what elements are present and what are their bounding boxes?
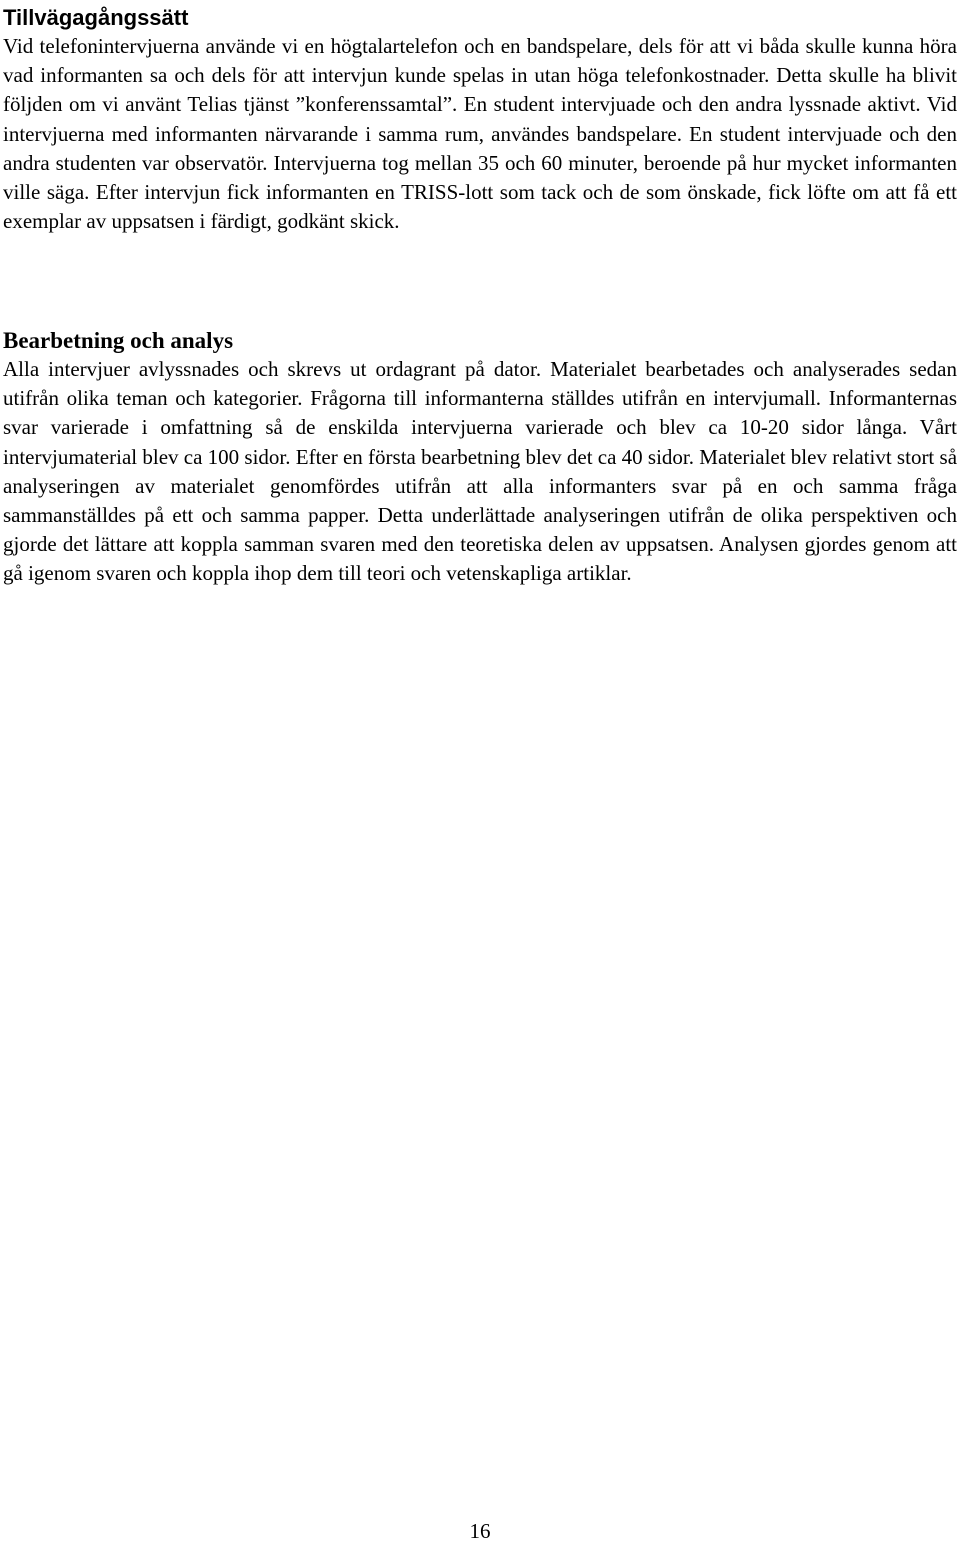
section-body: Vid telefonintervjuerna använde vi en högtalartelefon och en bandspelare, dels för att vi båda skulle kunna höra vad informanten sa och dels för att intervjun kunde spelas in utan höga telefonkostnader. Detta skulle ha blivit följden om vi använt Telias tjänst ”konferenssamtal”. En student intervjuade och den andra lyssnade aktivt. Vid intervjuerna med informanten närvarande i samma rum, användes bandspelare. En student intervjuade och den andra studenten var observatör. Intervjuerna tog mellan 35 och 60 minuter, beroende på hur mycket informanten ville säga. Efter intervjun fick informanten en TRISS-lott som tack och de som önskade, fick löfte om att få ett exemplar av uppsatsen i färdigt, godkänt skick. (3, 34, 957, 234)
section-tillvagagangssatt (3, 3, 957, 236)
section-bearbetning-och-analys (3, 326, 957, 589)
section-body: Alla intervjuer avlyssnades och skrevs ut ordagrant på dator. Materialet bearbetades och analyserades sedan utifrån olika teman och kategorier. Frågorna till informanterna ställdes utifrån en intervjumall. Informanternas svar varierade i omfattning så de enskilda intervjuerna varierade och blev ca 10-20 sidor långa. Vårt intervjumaterial blev ca 100 sidor. Efter en första bearbetning blev det ca 40 sidor. Materialet blev relativt stort så analyseringen av materialet genomfördes utifrån att alla informanters svar på en och samma fråga sammanställdes på ett och samma papper. Detta underlättade analyseringen utifrån de olika perspektiven och gjorde det lättare att koppla samman svaren med den teoretiska delen av uppsatsen. Analysen gjordes genom att gå igenom svaren och koppla ihop dem till teori och vetenskapliga artiklar. (3, 357, 958, 586)
section-heading: Bearbetning och analys (3, 328, 234, 353)
page-number: 16 (469, 1519, 491, 1543)
section-heading: Tillvägagångssätt (3, 5, 189, 30)
document-page (3, 0, 957, 236)
